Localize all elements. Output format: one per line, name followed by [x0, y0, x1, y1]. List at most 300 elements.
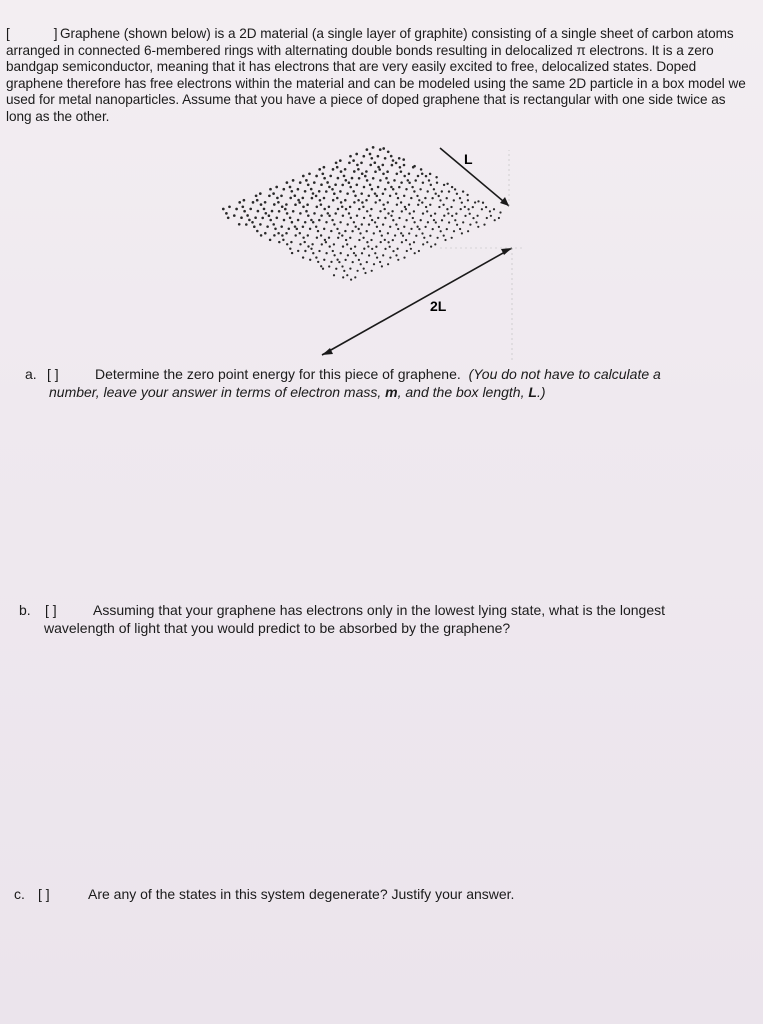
carbon-atom-dot [434, 243, 436, 245]
carbon-atom-dot [361, 252, 363, 254]
carbon-atom-dot [455, 213, 457, 215]
carbon-atom-dot [325, 190, 328, 193]
carbon-atom-dot [450, 206, 452, 208]
carbon-atom-dot [403, 257, 405, 259]
carbon-atom-dot [340, 201, 343, 204]
carbon-atom-dot [351, 177, 354, 180]
carbon-atom-dot [264, 212, 267, 215]
carbon-atom-dot [432, 228, 434, 230]
carbon-atom-dot [310, 248, 312, 250]
carbon-atom-dot [454, 219, 456, 221]
carbon-atom-dot [320, 214, 323, 217]
carbon-atom-dot [259, 223, 262, 226]
carbon-atom-dot [307, 214, 310, 217]
carbon-atom-dot [404, 206, 406, 208]
carbon-atom-dot [381, 234, 383, 236]
carbon-atom-dot [464, 215, 466, 217]
carbon-atom-dot [294, 234, 296, 236]
carbon-atom-dot [333, 192, 336, 195]
carbon-atom-dot [312, 252, 314, 254]
carbon-atom-dot [327, 212, 330, 215]
carbon-atom-dot [440, 230, 442, 232]
carbon-atom-dot [323, 197, 326, 200]
carbon-atom-dot [380, 241, 382, 243]
carbon-atom-dot [477, 200, 479, 202]
carbon-atom-dot [243, 199, 246, 202]
carbon-atom-dot [362, 237, 364, 239]
carbon-atom-dot [282, 239, 284, 241]
carbon-atom-dot [349, 186, 352, 189]
carbon-atom-dot [460, 208, 462, 210]
carbon-atom-dot [264, 232, 267, 235]
carbon-atom-dot [483, 224, 485, 226]
carbon-atom-dot [475, 221, 477, 223]
carbon-atom-dot [337, 208, 340, 211]
carbon-atom-dot [315, 225, 317, 227]
question-a-letter: a. [25, 366, 37, 382]
carbon-atom-dot [302, 226, 305, 229]
carbon-atom-dot [405, 219, 407, 221]
carbon-atom-dot [353, 201, 356, 204]
carbon-atom-dot [499, 211, 501, 213]
carbon-atom-dot [311, 243, 313, 245]
carbon-atom-dot [273, 234, 276, 237]
carbon-atom-dot [415, 235, 417, 237]
carbon-atom-dot [256, 230, 259, 233]
carbon-atom-dot [357, 168, 360, 171]
carbon-atom-dot [271, 210, 274, 213]
carbon-atom-dot [321, 243, 323, 245]
carbon-atom-dot [353, 221, 355, 223]
carbon-atom-dot [426, 210, 428, 212]
carbon-atom-dot [358, 228, 360, 230]
carbon-atom-dot [356, 184, 359, 187]
carbon-atom-dot [253, 225, 256, 228]
carbon-atom-dot [396, 248, 398, 250]
carbon-atom-dot [368, 223, 370, 225]
carbon-atom-dot [405, 239, 407, 241]
carbon-atom-dot [398, 217, 400, 219]
carbon-atom-dot [310, 219, 313, 222]
carbon-atom-dot [400, 232, 402, 234]
carbon-atom-dot [377, 217, 379, 219]
carbon-atom-dot [392, 188, 395, 191]
carbon-atom-dot [278, 241, 280, 243]
carbon-atom-dot [280, 225, 283, 228]
carbon-atom-dot [426, 241, 428, 243]
carbon-atom-dot [264, 201, 267, 204]
carbon-atom-dot [299, 243, 301, 245]
carbon-atom-dot [307, 183, 310, 186]
carbon-atom-dot [374, 170, 377, 173]
carbon-atom-dot [354, 276, 356, 278]
carbon-atom-dot [370, 208, 372, 210]
carbon-atom-dot [376, 256, 378, 258]
carbon-atom-dot [397, 259, 399, 261]
carbon-atom-dot [410, 228, 412, 230]
carbon-atom-dot [245, 223, 248, 226]
carbon-atom-dot [453, 230, 455, 232]
carbon-atom-dot [325, 241, 327, 243]
carbon-atom-dot [379, 179, 382, 182]
carbon-atom-dot [368, 254, 370, 256]
carbon-atom-dot [364, 175, 367, 178]
carbon-atom-dot [353, 170, 356, 173]
carbon-atom-dot [436, 237, 438, 239]
carbon-atom-dot [456, 224, 458, 226]
carbon-atom-dot [293, 194, 296, 197]
carbon-atom-dot [316, 206, 319, 209]
question-a [25, 366, 745, 401]
carbon-atom-dot [286, 212, 289, 215]
carbon-atom-dot [361, 201, 364, 204]
carbon-atom-dot [461, 232, 463, 234]
carbon-atom-dot [269, 239, 272, 242]
carbon-atom-dot [379, 148, 382, 151]
carbon-atom-dot [303, 241, 305, 243]
carbon-atom-dot [336, 259, 338, 261]
carbon-atom-dot [387, 181, 390, 184]
carbon-atom-dot [284, 208, 287, 211]
carbon-atom-dot [315, 256, 317, 258]
question-b-text: Assuming that your graphene has electrons only in the lowest lying state, what is the longest [93, 602, 665, 618]
carbon-atom-dot [356, 164, 359, 167]
label-side-2L: 2L [430, 298, 447, 314]
carbon-atom-dot [328, 265, 330, 267]
carbon-atom-dot [387, 263, 389, 265]
carbon-atom-dot [459, 228, 461, 230]
carbon-atom-dot [355, 153, 358, 156]
carbon-atom-dot [378, 168, 381, 171]
carbon-atom-dot [385, 177, 388, 180]
carbon-atom-dot [384, 248, 386, 250]
carbon-atom-dot [334, 212, 337, 215]
carbon-atom-dot [456, 193, 458, 195]
question-b [19, 602, 754, 637]
carbon-atom-dot [407, 179, 410, 182]
carbon-atom-dot [310, 188, 313, 191]
carbon-atom-dot [346, 223, 348, 225]
carbon-atom-dot [395, 223, 397, 225]
carbon-atom-dot [316, 236, 318, 238]
carbon-atom-dot [453, 199, 455, 201]
carbon-atom-dot [342, 214, 344, 216]
carbon-atom-dot [269, 219, 272, 222]
carbon-atom-dot [382, 254, 384, 256]
carbon-atom-dot [348, 212, 350, 214]
carbon-atom-dot [304, 250, 306, 252]
carbon-atom-dot [252, 201, 255, 204]
carbon-atom-dot [323, 208, 326, 211]
carbon-atom-dot [312, 192, 315, 195]
carbon-atom-dot [410, 197, 412, 199]
carbon-atom-dot [366, 261, 368, 263]
carbon-atom-dot [346, 243, 348, 245]
carbon-atom-dot [366, 230, 368, 232]
carbon-atom-dot [304, 190, 307, 193]
carbon-atom-dot [406, 250, 408, 252]
carbon-atom-dot [299, 232, 301, 234]
carbon-atom-dot [409, 212, 411, 214]
carbon-atom-dot [400, 201, 402, 203]
carbon-atom-dot [429, 204, 431, 206]
carbon-atom-dot [413, 221, 415, 223]
carbon-atom-dot [382, 223, 384, 225]
carbon-atom-dot [361, 223, 363, 225]
carbon-atom-dot [317, 261, 319, 263]
carbon-atom-dot [369, 153, 372, 156]
carbon-atom-dot [321, 172, 324, 175]
carbon-atom-dot [438, 226, 440, 228]
carbon-atom-dot [273, 203, 276, 206]
carbon-atom-dot [343, 175, 346, 178]
carbon-atom-dot [260, 203, 263, 206]
carbon-atom-dot [405, 208, 407, 210]
carbon-atom-dot [302, 206, 305, 209]
carbon-atom-dot [419, 188, 421, 190]
carbon-atom-dot [320, 203, 323, 206]
carbon-atom-dot [442, 204, 444, 206]
carbon-atom-dot [304, 221, 307, 224]
carbon-atom-dot [447, 212, 449, 214]
carbon-atom-dot [377, 186, 380, 189]
carbon-atom-dot [357, 199, 360, 202]
carbon-atom-dot [425, 206, 427, 208]
carbon-atom-dot [248, 219, 251, 222]
carbon-atom-dot [330, 230, 332, 232]
carbon-atom-dot [472, 217, 474, 219]
carbon-atom-dot [286, 181, 289, 184]
carbon-atom-dot [422, 243, 424, 245]
carbon-atom-dot [350, 279, 352, 281]
carbon-atom-dot [355, 254, 357, 256]
carbon-atom-dot [320, 234, 322, 236]
carbon-atom-dot [418, 228, 420, 230]
carbon-atom-dot [403, 195, 405, 197]
carbon-atom-dot [414, 179, 417, 182]
carbon-atom-dot [275, 186, 278, 189]
carbon-atom-dot [401, 241, 403, 243]
carbon-atom-dot [289, 217, 292, 220]
carbon-atom-dot [369, 164, 372, 167]
carbon-atom-dot [281, 205, 284, 208]
carbon-atom-dot [354, 245, 356, 247]
carbon-atom-dot [339, 221, 341, 223]
carbon-atom-dot [403, 175, 406, 178]
carbon-atom-dot [356, 214, 358, 216]
carbon-atom-dot [446, 197, 448, 199]
question-b-letter: b. [19, 602, 31, 618]
carbon-atom-dot [486, 217, 488, 219]
carbon-atom-dot [363, 186, 366, 189]
carbon-atom-dot [424, 197, 426, 199]
carbon-atom-dot [302, 256, 304, 258]
carbon-atom-dot [261, 217, 264, 220]
carbon-atom-dot [382, 203, 384, 205]
carbon-atom-dot [379, 230, 381, 232]
dimension-arrow-long [322, 248, 525, 360]
carbon-atom-dot [243, 210, 246, 213]
carbon-atom-dot [430, 215, 432, 217]
carbon-atom-dot [363, 217, 365, 219]
carbon-atom-dot [356, 270, 358, 272]
carbon-atom-dot [291, 252, 293, 254]
carbon-atom-dot [461, 201, 463, 203]
carbon-atom-dot [315, 195, 318, 198]
carbon-atom-dot [481, 208, 483, 210]
carbon-atom-dot [418, 199, 420, 201]
carbon-atom-dot [379, 199, 381, 201]
carbon-atom-dot [403, 164, 406, 167]
carbon-atom-dot [372, 146, 375, 149]
carbon-atom-dot [429, 173, 432, 176]
carbon-atom-dot [408, 232, 410, 234]
carbon-atom-dot [477, 226, 479, 228]
carbon-atom-dot [299, 181, 302, 184]
carbon-atom-dot [441, 219, 443, 221]
carbon-atom-dot [387, 232, 389, 234]
carbon-atom-dot [379, 261, 381, 263]
carbon-atom-dot [366, 241, 368, 243]
carbon-atom-dot [400, 181, 403, 184]
carbon-atom-dot [391, 164, 394, 167]
carbon-atom-dot [349, 237, 351, 239]
question-a-note: (You do not have to calculate a [468, 366, 661, 382]
carbon-atom-dot [256, 199, 259, 202]
carbon-atom-dot [474, 201, 476, 203]
carbon-atom-dot [338, 232, 340, 234]
carbon-atom-dot [430, 246, 432, 248]
carbon-atom-dot [320, 183, 323, 186]
carbon-atom-dot [446, 228, 448, 230]
carbon-atom-dot [312, 221, 315, 224]
carbon-atom-dot [489, 210, 491, 212]
carbon-atom-dot [389, 246, 391, 248]
carbon-atom-dot [381, 164, 384, 167]
carbon-atom-dot [333, 223, 335, 225]
carbon-atom-dot [392, 219, 394, 221]
carbon-atom-dot [390, 215, 392, 217]
carbon-atom-dot [350, 217, 352, 219]
carbon-atom-dot [417, 204, 419, 206]
carbon-atom-dot [402, 158, 405, 161]
carbon-atom-dot [443, 184, 445, 186]
carbon-atom-dot [467, 199, 469, 201]
carbon-atom-dot [373, 161, 376, 164]
points-bracket: [ ] [6, 26, 58, 41]
carbon-atom-dot [348, 161, 351, 164]
carbon-atom-dot [257, 210, 260, 213]
carbon-atom-dot [350, 248, 352, 250]
carbon-atom-dot [283, 219, 286, 222]
carbon-atom-dot [376, 226, 378, 228]
carbon-atom-dot [336, 166, 339, 169]
carbon-atom-dot [436, 181, 438, 183]
carbon-atom-dot [439, 199, 441, 201]
question-b-text-line2: wavelength of light that you would predict to be absorbed by the graphene? [44, 619, 511, 636]
carbon-atom-dot [416, 226, 418, 228]
carbon-atom-dot [320, 265, 322, 267]
carbon-atom-dot [354, 195, 357, 198]
carbon-atom-dot [342, 245, 344, 247]
carbon-atom-dot [355, 226, 357, 228]
carbon-atom-dot [335, 268, 337, 270]
carbon-atom-dot [360, 192, 363, 195]
carbon-atom-dot [396, 203, 398, 205]
carbon-atom-dot [341, 234, 343, 236]
question-b-points: [ ] [45, 602, 57, 618]
carbon-atom-dot [464, 206, 466, 208]
carbon-atom-dot [336, 228, 338, 230]
carbon-atom-dot [272, 223, 275, 226]
carbon-atom-dot [446, 208, 448, 210]
carbon-atom-dot [377, 166, 380, 169]
carbon-atom-dot [318, 250, 320, 252]
carbon-atom-dot [323, 228, 325, 230]
graphene-lattice [222, 146, 502, 281]
carbon-atom-dot [438, 195, 440, 197]
carbon-atom-dot [286, 243, 288, 245]
carbon-atom-dot [280, 194, 283, 197]
carbon-atom-dot [341, 206, 344, 209]
carbon-atom-dot [281, 234, 284, 237]
carbon-atom-dot [387, 212, 389, 214]
carbon-atom-dot [324, 239, 326, 241]
carbon-atom-dot [343, 270, 345, 272]
carbon-atom-dot [301, 197, 304, 200]
carbon-atom-dot [433, 188, 435, 190]
carbon-atom-dot [387, 201, 389, 203]
carbon-atom-dot [276, 217, 279, 220]
carbon-atom-dot [435, 193, 437, 195]
carbon-atom-dot [339, 190, 342, 193]
carbon-atom-dot [363, 248, 365, 250]
carbon-atom-dot [428, 179, 430, 181]
carbon-atom-dot [294, 225, 297, 228]
carbon-atom-dot [413, 210, 415, 212]
carbon-atom-dot [482, 202, 484, 204]
carbon-atom-dot [403, 226, 405, 228]
carbon-atom-dot [374, 192, 377, 195]
carbon-atom-dot [362, 155, 365, 158]
carbon-atom-dot [423, 237, 425, 239]
carbon-atom-dot [353, 252, 355, 254]
carbon-atom-dot [269, 188, 272, 191]
carbon-atom-dot [424, 226, 426, 228]
carbon-atom-dot [333, 254, 335, 256]
carbon-atom-dot [263, 208, 266, 211]
carbon-atom-dot [392, 159, 395, 162]
carbon-atom-dot [344, 168, 347, 171]
carbon-atom-dot [382, 193, 385, 196]
carbon-atom-dot [421, 173, 424, 176]
carbon-atom-dot [277, 232, 280, 235]
carbon-atom-dot [344, 230, 346, 232]
carbon-atom-dot [268, 194, 271, 197]
carbon-atom-dot [384, 217, 386, 219]
carbon-atom-dot [235, 208, 238, 211]
carbon-atom-dot [420, 219, 422, 221]
carbon-atom-dot [386, 170, 389, 173]
carbon-atom-dot [228, 205, 231, 208]
carbon-atom-dot [393, 179, 396, 182]
carbon-atom-dot [298, 201, 301, 204]
carbon-atom-dot [389, 195, 391, 197]
carbon-atom-dot [348, 181, 351, 184]
carbon-atom-dot [366, 148, 369, 151]
carbon-atom-dot [277, 201, 280, 204]
carbon-atom-dot [498, 217, 500, 219]
